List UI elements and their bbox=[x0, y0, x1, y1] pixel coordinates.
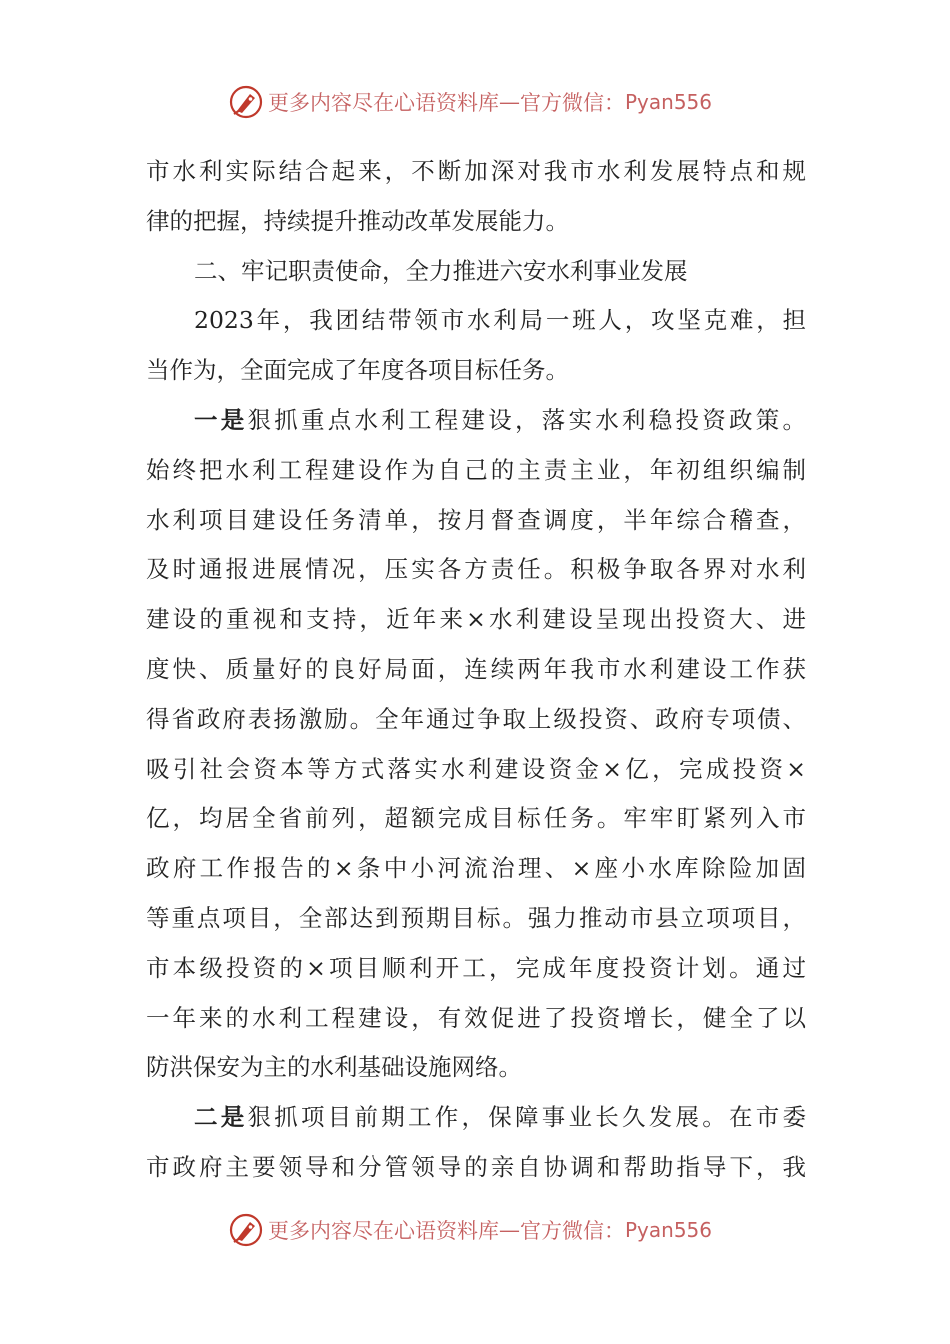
text-line: 度快、质量好的良好局面，连续两年我市水利建设工作获 bbox=[146, 654, 806, 683]
text-line: 等重点项目，全部达到预期目标。强力推动市县立项项目， bbox=[146, 903, 806, 932]
text-line: 水利项目建设任务清单，按月督查调度，半年综合稽查， bbox=[146, 505, 806, 534]
text-line: 得省政府表扬激励。全年通过争取上级投资、政府专项债、 bbox=[146, 704, 806, 733]
paragraph-lead: 一是 bbox=[194, 405, 248, 434]
text-line: 亿，均居全省前列，超额完成目标任务。牢牢盯紧列入市 bbox=[146, 804, 806, 833]
text-line-lead bbox=[146, 396, 806, 446]
banner-separator: — bbox=[499, 90, 520, 114]
text-line: 市本级投资的×项目顺利开工，完成年度投资计划。通过 bbox=[146, 953, 806, 982]
banner-contact-label: 官方微信： bbox=[520, 91, 625, 115]
banner-separator: — bbox=[499, 1218, 520, 1242]
paragraph-lead: 二是 bbox=[194, 1103, 248, 1132]
text-line: 2023年，我团结带领市水利局一班人，攻坚克难，担 bbox=[194, 306, 806, 335]
text-line: 及时通报进展情况，压实各方责任。积极争取各界对水利 bbox=[146, 555, 806, 584]
text-line: 律的把握，持续提升推动改革发展能力。 bbox=[146, 206, 569, 235]
text-line: 防洪保安为主的水利基础设施网络。 bbox=[146, 1053, 522, 1082]
document-body bbox=[146, 147, 806, 1193]
pen-nib-logo-icon bbox=[228, 84, 264, 120]
pen-nib-logo-icon bbox=[228, 1212, 264, 1248]
text-line: 政府工作报告的×条中小河流治理、×座小水库除险加固 bbox=[146, 854, 806, 883]
banner-title: 更多内容尽在心语资料库 bbox=[268, 1219, 499, 1243]
banner-contact-id: Pyan556 bbox=[625, 1218, 713, 1242]
text-line: 建设的重视和支持，近年来×水利建设呈现出投资大、进 bbox=[146, 605, 806, 634]
banner-contact-label: 官方微信： bbox=[520, 1219, 625, 1243]
text-line: 吸引社会资本等方式落实水利建设资金×亿，完成投资× bbox=[146, 754, 806, 783]
text-line: 市水利实际结合起来，不断加深对我市水利发展特点和规 bbox=[146, 157, 806, 185]
text-span: 狠抓重点水利工程建设，落实水利稳投资政策。 bbox=[247, 405, 806, 434]
text-line: 始终把水利工程建设作为自己的主责主业，年初组织编制 bbox=[146, 455, 806, 484]
banner-contact-id: Pyan556 bbox=[625, 90, 713, 114]
text-line: 市政府主要领导和分管领导的亲自协调和帮助指导下，我 bbox=[146, 1152, 806, 1181]
text-line: 一年来的水利工程建设，有效促进了投资增长，健全了以 bbox=[146, 1003, 806, 1032]
section-heading: 二、牢记职责使命，全力推进六安水利事业发展 bbox=[194, 256, 688, 285]
text-line-lead bbox=[146, 1093, 806, 1143]
footer-banner bbox=[228, 1210, 712, 1250]
header-banner bbox=[228, 82, 712, 122]
text-span: 狠抓项目前期工作，保障事业长久发展。在市委 bbox=[247, 1103, 806, 1132]
text-line: 当作为，全面完成了年度各项目标任务。 bbox=[146, 356, 569, 385]
banner-title: 更多内容尽在心语资料库 bbox=[268, 91, 499, 115]
